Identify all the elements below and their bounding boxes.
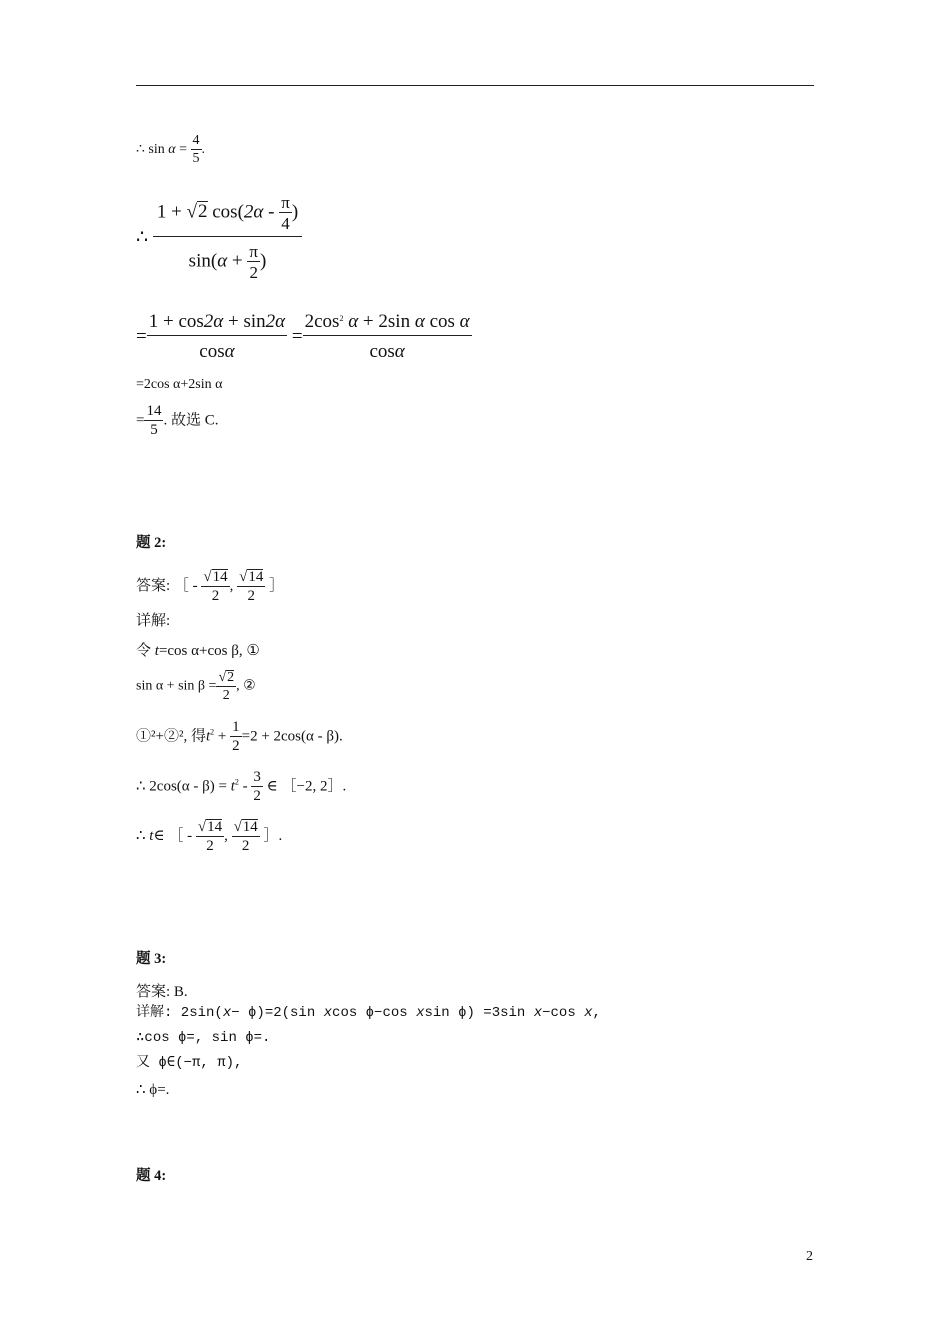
right-bracket-period: ］. [263, 827, 283, 844]
x-variable: x [416, 1005, 425, 1021]
numerator: √14 [197, 819, 223, 835]
choose-c-text: . 故选 C. [163, 412, 219, 429]
denominator: 2 [232, 738, 240, 754]
t-variable: t [230, 778, 235, 795]
let-text: 令 [136, 643, 152, 659]
q2-detail-label: 详解: [136, 613, 171, 629]
x-variable: x [323, 1005, 333, 1021]
header-rule [136, 85, 814, 86]
detail-part: − ϕ)=2(sin [231, 1005, 316, 1021]
fraction-a [147, 312, 287, 361]
fraction-one-half [230, 720, 242, 754]
minus-sign: - [242, 778, 248, 795]
x-variable: x [222, 1005, 232, 1021]
detail-part: 详解: 2sin( [136, 1005, 223, 1021]
two-alpha: 2α [203, 311, 224, 332]
q2-answer [136, 569, 284, 604]
alpha-symbol: α [224, 341, 235, 362]
x-variable: x [584, 1005, 593, 1021]
therefore-symbol: ∴ [136, 227, 149, 248]
q3-detail-line [136, 1006, 601, 1020]
fraction-b [303, 312, 472, 361]
denominator: 2 [196, 836, 224, 854]
right-bracket: ］ [269, 577, 285, 594]
detail-part: −cos [542, 1005, 576, 1021]
fraction-four-fifths [191, 134, 202, 166]
right-paren: ) [291, 201, 299, 223]
fraction-b-denominator [303, 335, 472, 361]
fraction-a-denominator [147, 335, 287, 361]
fraction-fourteen-fifths [144, 404, 163, 438]
plus-sign: + [162, 311, 174, 332]
rhs-expression: =2 + 2cos(α - β). [241, 728, 343, 745]
pi: π [249, 242, 258, 261]
therefore-symbol: ∴ [136, 827, 146, 844]
sin-text: sin [243, 311, 266, 332]
numerator: 4 [192, 133, 200, 148]
equals-sign: = [136, 326, 147, 347]
equals-sign: = [136, 412, 145, 429]
superscript-two: 2 [339, 314, 344, 323]
cos-text: cos [199, 341, 225, 362]
q3-cos-sin-line: ∴cos ϕ=, sin ϕ=. [136, 1030, 271, 1046]
q4-title: 题 4: [136, 1168, 167, 1184]
detail-part: cos ϕ−cos [332, 1005, 408, 1021]
numerator: 3 [253, 769, 261, 785]
q2-let-t [136, 644, 260, 659]
t-variable: t [154, 643, 159, 659]
alpha-symbol: α [414, 311, 425, 332]
cos-text: cos [429, 311, 455, 332]
alpha-symbol: α [217, 250, 228, 272]
detail-part: sin ϕ) =3sin [424, 1005, 526, 1021]
two-alpha: 2α [265, 311, 286, 332]
sin-text: sin [148, 142, 165, 158]
numerator: 14 [146, 403, 162, 419]
q1-big-fraction [136, 194, 302, 281]
fraction-sqrt14-over-2 [237, 569, 265, 604]
sqrt-fourteen: 14 [248, 569, 264, 585]
q2-t-range [136, 819, 282, 854]
comma: , [229, 577, 234, 594]
two: 2 [247, 261, 260, 281]
denominator: 2 [237, 586, 265, 604]
denominator: 5 [192, 151, 200, 166]
cos-text: cos [178, 311, 204, 332]
fraction-sqrt14-over-2 [201, 569, 229, 604]
sqrt-two: 2 [227, 670, 235, 685]
element-of-text: ∈ ［ - [153, 827, 193, 844]
q2-title: 题 2: [136, 535, 167, 551]
one: 1 [148, 311, 159, 332]
sqrt-fourteen: 14 [242, 819, 258, 835]
left-paren: ( [210, 250, 218, 272]
q3-answer: 答案: B. [136, 984, 188, 1000]
pi: π [281, 193, 290, 212]
q3-phi-result-line: ∴ ϕ=. [136, 1082, 170, 1098]
fraction-sqrt14-over-2 [232, 819, 260, 854]
t-variable: t [205, 728, 211, 745]
equals-sign: = [179, 142, 188, 158]
sqrt-fourteen: 14 [212, 569, 228, 585]
numerator: √14 [233, 819, 258, 835]
fraction-pi-over-2 [247, 243, 260, 281]
let-expression: =cos α+cos β, ① [158, 643, 260, 659]
fraction-main-numerator: 1 + √2 cos(2α - $\frac{\pi}{4}$ ) [156, 193, 299, 233]
sin-text: sin [387, 311, 411, 332]
right-paren: ) [259, 250, 267, 272]
fraction-main [153, 194, 302, 281]
q1-line-result [136, 404, 218, 438]
sin-text: sin [188, 250, 211, 272]
denominator: 2 [216, 686, 236, 703]
comma: , [592, 1005, 601, 1021]
alpha-symbol: α [394, 341, 405, 362]
denominator: 5 [144, 420, 163, 438]
sin-sum-expression: sin α + sin β = [136, 678, 217, 694]
page-number: 2 [806, 1249, 813, 1264]
one: 1 [156, 201, 167, 223]
comma: , [224, 827, 228, 844]
alpha-symbol: α [348, 311, 359, 332]
fraction-main-denominator [153, 236, 302, 281]
plus-sign: + [228, 311, 239, 332]
alpha-symbol: α [459, 311, 470, 332]
lhs-expression: 2cos(α - β) = [149, 778, 227, 795]
cos-text: cos [369, 341, 395, 362]
cos-text: cos [212, 201, 238, 223]
numerator: √14 [203, 569, 228, 585]
left-paren: ( [237, 201, 244, 223]
square-sum-text: ①²+②², 得 [136, 728, 206, 745]
sqrt-two: 2 [198, 201, 208, 223]
q1-line-simplified: =2cos α+2sin α [136, 377, 223, 392]
plus-sign: + [171, 201, 182, 223]
q2-sin-sum [136, 670, 256, 703]
two: 2 [304, 311, 315, 332]
four: 4 [279, 212, 292, 232]
denominator: 2 [253, 788, 261, 804]
plus-sign: + [231, 250, 243, 272]
numerator: 1 [232, 719, 240, 735]
denominator: 2 [201, 586, 229, 604]
range-expression: ∈ ［−2, 2］. [266, 778, 347, 795]
denominator: 2 [232, 836, 260, 854]
therefore-symbol: ∴ [136, 142, 145, 158]
answer-label: 答案: ［ - [136, 577, 198, 594]
cos-text: cos [314, 311, 340, 332]
superscript-two: 2 [210, 727, 215, 737]
fraction-b-numerator [303, 312, 472, 335]
plus-sign: + [217, 728, 227, 745]
circle-two: , ② [236, 678, 256, 694]
fraction-sqrt2-over-2 [216, 670, 236, 703]
period: . [201, 142, 206, 158]
two-alpha: 2α [243, 201, 264, 223]
equals-sign: = [291, 326, 303, 347]
numerator: √2 [218, 670, 235, 685]
q3-title: 题 3: [136, 951, 167, 967]
minus-sign: - [268, 201, 275, 223]
x-variable: x [533, 1005, 543, 1021]
fraction-sqrt14-over-2 [196, 819, 224, 854]
two: 2 [378, 311, 388, 332]
fraction-pi-over-4 [279, 194, 292, 232]
q1-line-sin-alpha [136, 134, 205, 166]
numerator: √14 [239, 569, 264, 585]
q3-phi-range-line: 又 ϕ∈(−π, π), [136, 1055, 243, 1071]
fraction-a-numerator [147, 312, 287, 335]
fraction-three-halves [251, 770, 263, 804]
t-variable: t [149, 827, 154, 844]
alpha-symbol: α [168, 142, 176, 158]
superscript-two: 2 [234, 777, 239, 787]
q2-square-sum [136, 720, 343, 754]
plus-sign: + [362, 311, 374, 332]
q2-cos-range [136, 770, 346, 804]
therefore-symbol: ∴ [136, 778, 146, 795]
q1-second-fractions [136, 312, 472, 361]
sqrt-fourteen: 14 [207, 819, 223, 835]
